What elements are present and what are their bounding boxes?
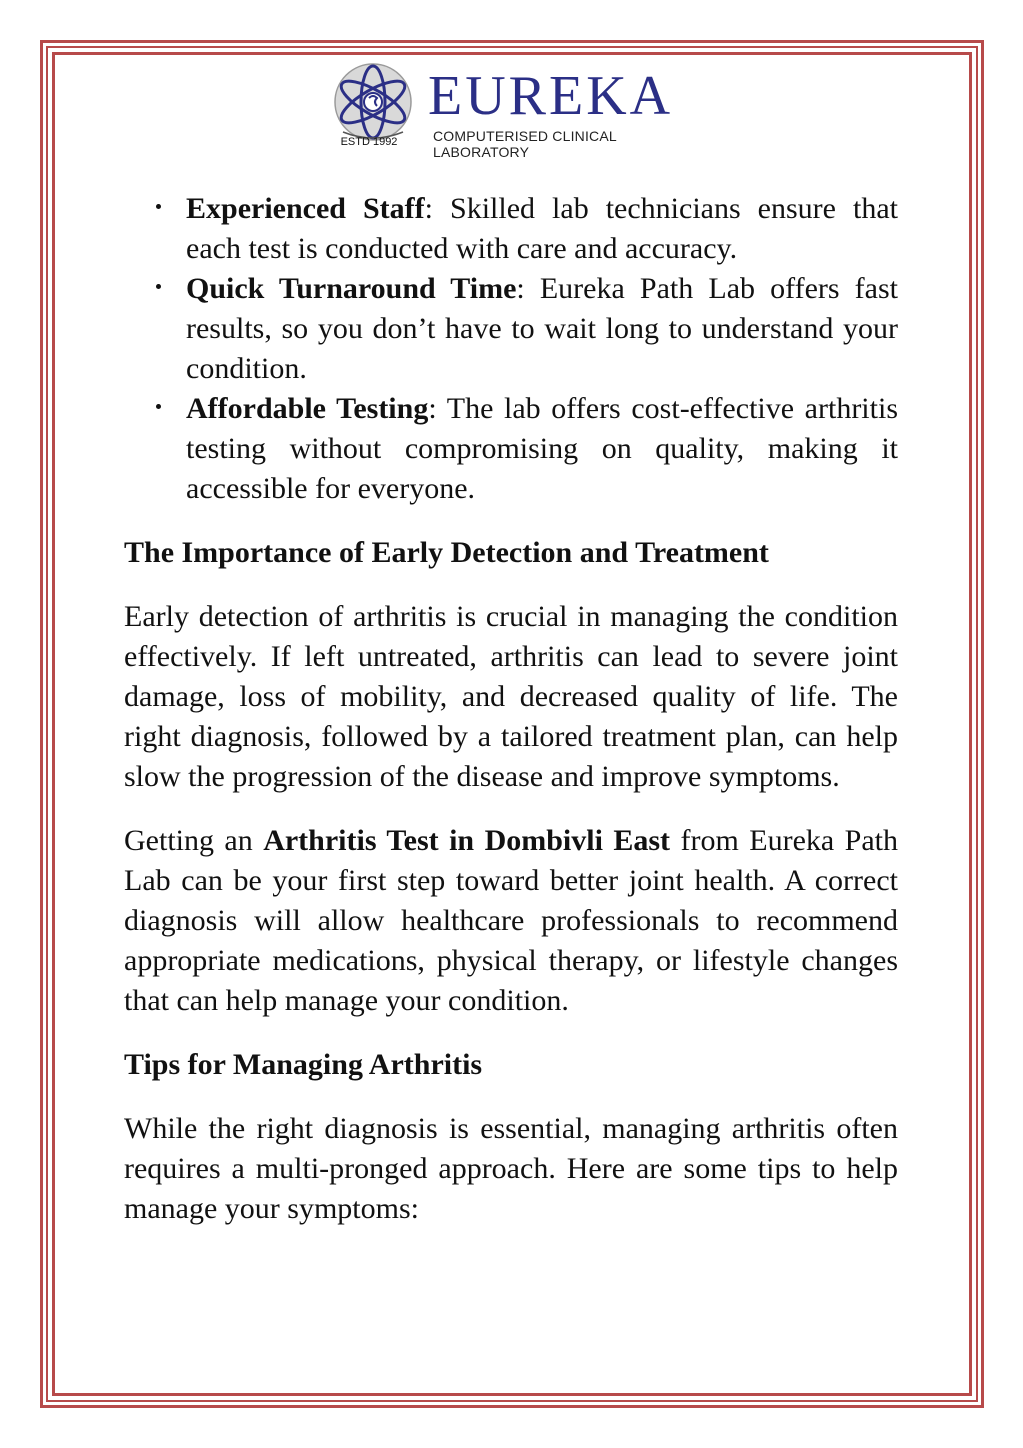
bullet-icon — [156, 204, 161, 209]
document-content — [124, 189, 898, 1229]
bullet-term: Experienced Staff — [186, 192, 425, 225]
bullet-icon — [156, 284, 161, 289]
lab-logo — [325, 62, 715, 160]
list-item — [124, 269, 898, 389]
bullet-icon — [156, 404, 161, 409]
paragraph — [124, 821, 898, 1021]
paragraph-text: from Eureka Path Lab can be your first step toward better joint health. A correct diagnosis will allow healthcare professionals to recommend appropriate medications, physical therapy, or lifestyle changes that can help manage your condition. — [124, 824, 898, 1017]
highlight-text: Arthritis Test in Dombivli East — [263, 824, 671, 857]
bullet-term: Quick Turnaround Time — [186, 272, 517, 305]
logo-title: EUREKA — [428, 65, 674, 127]
bullet-text: : The lab offers cost-effective arthritis testing without compromising on quality, making it accessible for everyone. — [186, 392, 898, 505]
section-heading: Tips for Managing Arthritis — [124, 1048, 483, 1081]
paragraph-text: Getting an — [124, 824, 264, 857]
list-item — [124, 389, 898, 509]
paragraph: Early detection of arthritis is crucial in managing the condition effectively. If left untreated, arthritis can lead to severe joint damage, loss of mobility, and decreased quality of life. The right diagnosis, followed by a tailored treatment plan, can help slow the progression of the disease and improve symptoms. — [124, 600, 898, 793]
logo-estd: ESTD 1992 — [340, 136, 398, 148]
section-heading: The Importance of Early Detection and Treatment — [124, 536, 769, 569]
list-item — [124, 189, 898, 269]
bullet-term: Affordable Testing — [186, 392, 429, 425]
bullet-text: : Skilled lab technicians ensure that each test is conducted with care and accuracy. — [186, 192, 898, 265]
bullet-text: : Eureka Path Lab offers fast results, so you don’t have to wait long to understand your condition. — [186, 272, 898, 385]
paragraph: While the right diagnosis is essential, managing arthritis often requires a multi-pronged approach. Here are some tips to help manage your symptoms: — [124, 1112, 898, 1225]
logo-subtitle: COMPUTERISED CLINICAL LABORATORY — [433, 128, 617, 160]
features-list — [124, 189, 898, 509]
